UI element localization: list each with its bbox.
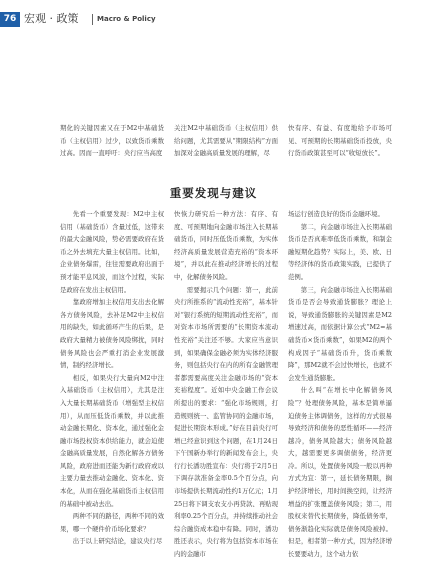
top-column-1 xyxy=(60,122,164,160)
header-divider xyxy=(92,14,93,25)
page-number: 76 xyxy=(0,12,20,27)
paragraph: 两种不同的路径，两种不同的效果，哪一个硬件价币场化要求？ xyxy=(60,512,164,533)
page-header xyxy=(0,0,427,34)
body-column-1 xyxy=(60,208,164,548)
paragraph: 第三，向金融市场注入长期基础货币是否会导致通货膨胀？理论上说，导致通货膨胀的关键因素是M2增速过高，而依据计算公式“M2=基础货币×货币乘数”，如果M2的两个构成因子“基础货币升，货币乘数降”，那M2就不会过快增长，也就不会发生通货膨胀。 xyxy=(288,285,392,382)
top-column-2 xyxy=(174,122,278,160)
paragraph: 关注M2中基础货币（主权信用）供给问题，尤其需要从“期限结构”方面加深对金融高质量发展的理解，尽 xyxy=(174,124,278,158)
paragraph: 第二，向金融市场注入长期基础货币是否真难率低货币乘数，和制金融短期化趋势？实际上，美、欧、日等经济体的货币政策实践，已提供了范例。 xyxy=(288,222,392,281)
top-column-3 xyxy=(288,122,392,160)
paragraph: 快恢力研究后一种方法：有序、有度、可预期地向金融市场注入长期基础货币，同时压低货币乘数，为实体经济高质量发展营造充裕的“资本环境”，并以此在推动经济增长的过程中，化解债务风险。 xyxy=(174,210,278,281)
paragraph: 靠政府增加主权信用支出去化解各方债务风险，去补足M2中主权信用的缺失，如此循环产生的后果，是政府大量精力被债务风险绑扰，同时债务风险也会严重打消企业发展激情，制约经济增长。 xyxy=(60,298,164,370)
section-title-en: Macro & Policy xyxy=(97,15,156,23)
paragraph: 出于以上研究结论，建议央行尽 xyxy=(72,537,163,546)
body-column-3 xyxy=(288,208,392,561)
paragraph: 什么叫“在增长中化解债务风险”？处理债务风险，基本是简单逼迫债务主体调债务，这样的方式很易导致经济和债务的恶性循环——经济越冷，债务风险越大；债务风险越大，越需要更多调债债务，经济更冷。所以，处置债务风险一般以再种方式为宜：第一，延长债务期限，搁护经济增长，用时间换空间，让经济增益的扩张覆盖债务风险；第二，用股权来替代长期债务，降低债务率，债务渐趋化实际就是债务风险被掉。但是，相者第一种方式，因为经济增长要要动力，这个动力依 xyxy=(288,386,392,559)
paragraph: 场运行创造良好的货币金融环境。 xyxy=(288,210,384,218)
paragraph: 先看一个重要发现：M2中主权信用（基础货币）含量过低，这带来的最大金融风险，势必需要政府在货币之外去填充大量主权信用。比如，企业债务爆雷，往往需要政府出面于预才能平息风波，而这个过程，实际是政府在发出主权信用。 xyxy=(60,210,164,294)
paragraph: 相反，如果央行大量向M2中注入基础货币（主权信用），尤其是注入大量长期基础货币（增强型主权信用），从而压低货币乘数，并以此推动金融长期化、资本化，通过强化金融市场投权资本供给能力，就会迫使金融高质量发展，自然化解各方债务风险，政府进而还能为新行政府或以主要力量去推动金融化、资本化、资本化，从而在强化基础货币主权信用的基础中被动去出。 xyxy=(60,373,164,508)
paragraph: 快有序、有益、有度地给予市场可见、可预期的长期基础货币投放，央行货币政策甚至可以“收短放长”。 xyxy=(288,124,392,158)
section-title: 宏观 · 政策 xyxy=(24,12,79,25)
body-column-2 xyxy=(174,208,278,561)
paragraph: 期化的关键因素又在于M2中基础货币（主权信用）过少，以致货币乘数过高。因而一直呼吁：央行应当高度 xyxy=(60,124,164,158)
section-heading: 重要发现与建议 xyxy=(169,186,258,200)
paragraph: 需要揭示几个问题：第一，此前央行所推系的“流动性充裕”，基本针对“银行系统的短期流动性充裕”，而对资本市场所需要的“长期资本流动性充裕”关注还不够。大家应当意识到，如果确保金融必须为实体经济服务，则包括央行在内的所有金融管理者都需要高度关注金融市场的“资本充裕程度”。近如中央金融工作会议所提出的要求：“强化市场规则，打造规则统一、监管协同的金融市场，促进长期资本形成。”好在目前央行可增已经意识到这个问题，在1月24日下午国新办举行的新闻发布会上，央行行长潘功胜宣布：央行将于2月5日下调存款准备金率0.5个百分点，向市场提供长期流动性约1万亿元；1月25日将下调支农支小再贷款、再贴现利率0.25个百分点，并持续推动社会综合融资成本稳中有降。同时，潘功胜还表示，央行将为包括资本市场在内的金融市 xyxy=(174,285,278,559)
